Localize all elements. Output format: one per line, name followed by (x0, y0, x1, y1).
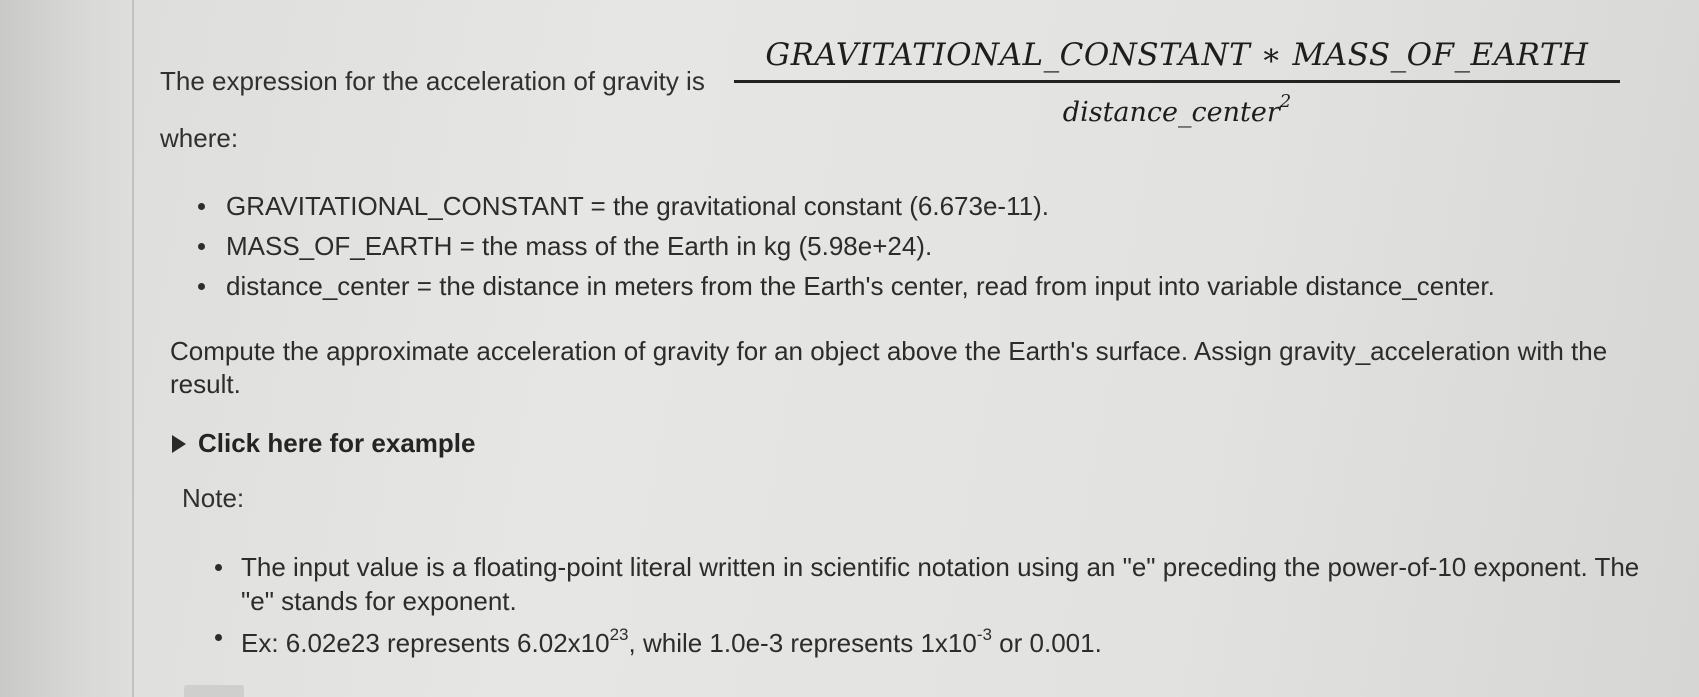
triangle-right-icon (172, 435, 186, 453)
exponent-minus-3: -3 (976, 625, 992, 644)
bullet-icon (215, 634, 222, 641)
panel-border (132, 0, 134, 697)
note-example-part3: or 0.001. (991, 627, 1102, 658)
gravity-formula (732, 30, 1622, 136)
list-item (190, 266, 1495, 306)
task-description: Compute the approximate acceleration of gravity for an object above the Earth's surface. Assign gravity_acceleration with the result. (170, 336, 1608, 399)
note-list (215, 550, 1675, 660)
note-example (241, 625, 1102, 658)
problem-content (160, 0, 1680, 697)
intro-text: The expression for the acceleration of gravity is (160, 66, 705, 96)
note-example-part1: Ex: 6.02e23 represents 6.02x10 (241, 627, 610, 658)
gravity-expression (160, 30, 1660, 130)
example-toggle-label: Click here for example (198, 428, 476, 458)
formula-numerator: GRAVITATIONAL_CONSTANT ∗ MASS_OF_EARTH (765, 37, 1589, 73)
bullet-icon (198, 283, 205, 290)
definition-list (190, 186, 1495, 306)
list-item (190, 226, 1495, 266)
exponent-23: 23 (609, 625, 629, 644)
partial-element (184, 685, 244, 697)
example-toggle[interactable] (172, 428, 475, 459)
bullet-icon (198, 203, 205, 210)
denominator-exponent: 2 (1279, 91, 1292, 112)
definition-mass-of-earth: MASS_OF_EARTH = the mass of the Earth in kg (5.98e+24). (226, 231, 933, 261)
note-scientific-notation: The input value is a floating-point literal written in scientific notation using an "e" preceding the power-of-10 exponent. The "e" stands for exponent. (241, 552, 1640, 616)
bullet-icon (198, 243, 205, 250)
list-item (215, 550, 1675, 620)
list-item (215, 620, 1675, 660)
formula-denominator (732, 83, 1622, 136)
list-item (190, 186, 1495, 226)
note-example-part2: , while 1.0e-3 represents 1x10 (628, 627, 977, 658)
bullet-icon (215, 564, 222, 571)
definition-distance-center: distance_center = the distance in meters from the Earth's center, read from input into variable distance_center. (226, 271, 1495, 301)
definition-gravitational-constant: GRAVITATIONAL_CONSTANT = the gravitational constant (6.673e-11). (226, 191, 1049, 221)
note-label: Note: (182, 483, 245, 513)
left-margin (0, 0, 132, 697)
where-label: where: (160, 123, 239, 153)
denominator-text: distance_center (1062, 97, 1280, 128)
